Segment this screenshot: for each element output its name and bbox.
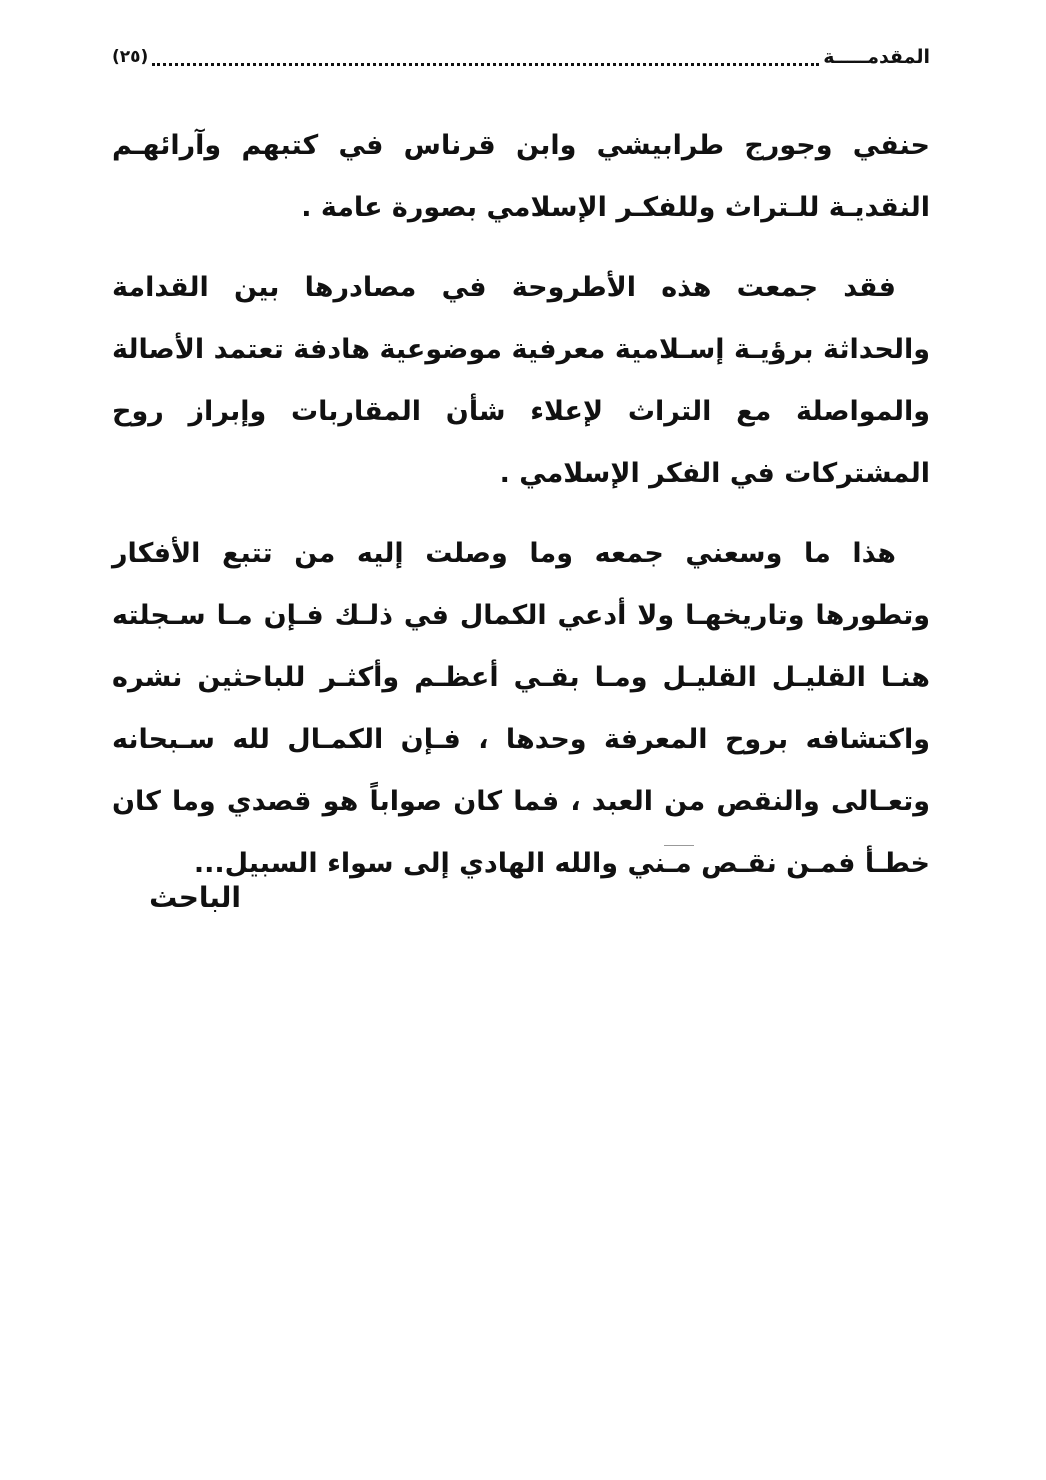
paragraph-continuation: حنفي وجورج طرابيشي وابن قرناس في كتبهم وآرائهـم النقديـة للـتراث وللفكـر الإسلامي بصورة عامة . [112, 130, 930, 223]
section-title: المقدمـــــة [823, 46, 930, 68]
stray-mark [664, 845, 694, 846]
author-signature: الباحث [149, 881, 241, 914]
page-number: (٢٥) [112, 47, 149, 67]
dot-leader [152, 63, 819, 66]
paragraph: هذا ما وسعني جمعه وما وصلت إليه من تتبع الأفكار وتطورها وتاريخهـا ولا أدعي الكمال في ذلـك فـإن مـا سـجلته هنـا القليـل القليـل ومـا بقـي أعظـم وأكثـر للباحثين نشره واكتشافه بروح المعرفة وحدها ، فـإن الكمـال لله سـبحانه وتعـالى والنقص من العبد ، فما كان صواباً هو قصدي وما كان خطـأ فمـن نقـص مـني والله الهادي إلى سواء السبيل... [112, 538, 930, 879]
running-header [112, 42, 930, 72]
body-text [112, 115, 930, 913]
paragraph: فقد جمعت هذه الأطروحة في مصادرها بين القدامة والحداثة برؤيـة إسـلامية معرفية موضوعية هادفة تعتمد الأصالة والمواصلة مع التراث لإعلاء شأن المقاربات وإبراز روح المشتركات في الفكر الإسلامي . [112, 272, 930, 489]
